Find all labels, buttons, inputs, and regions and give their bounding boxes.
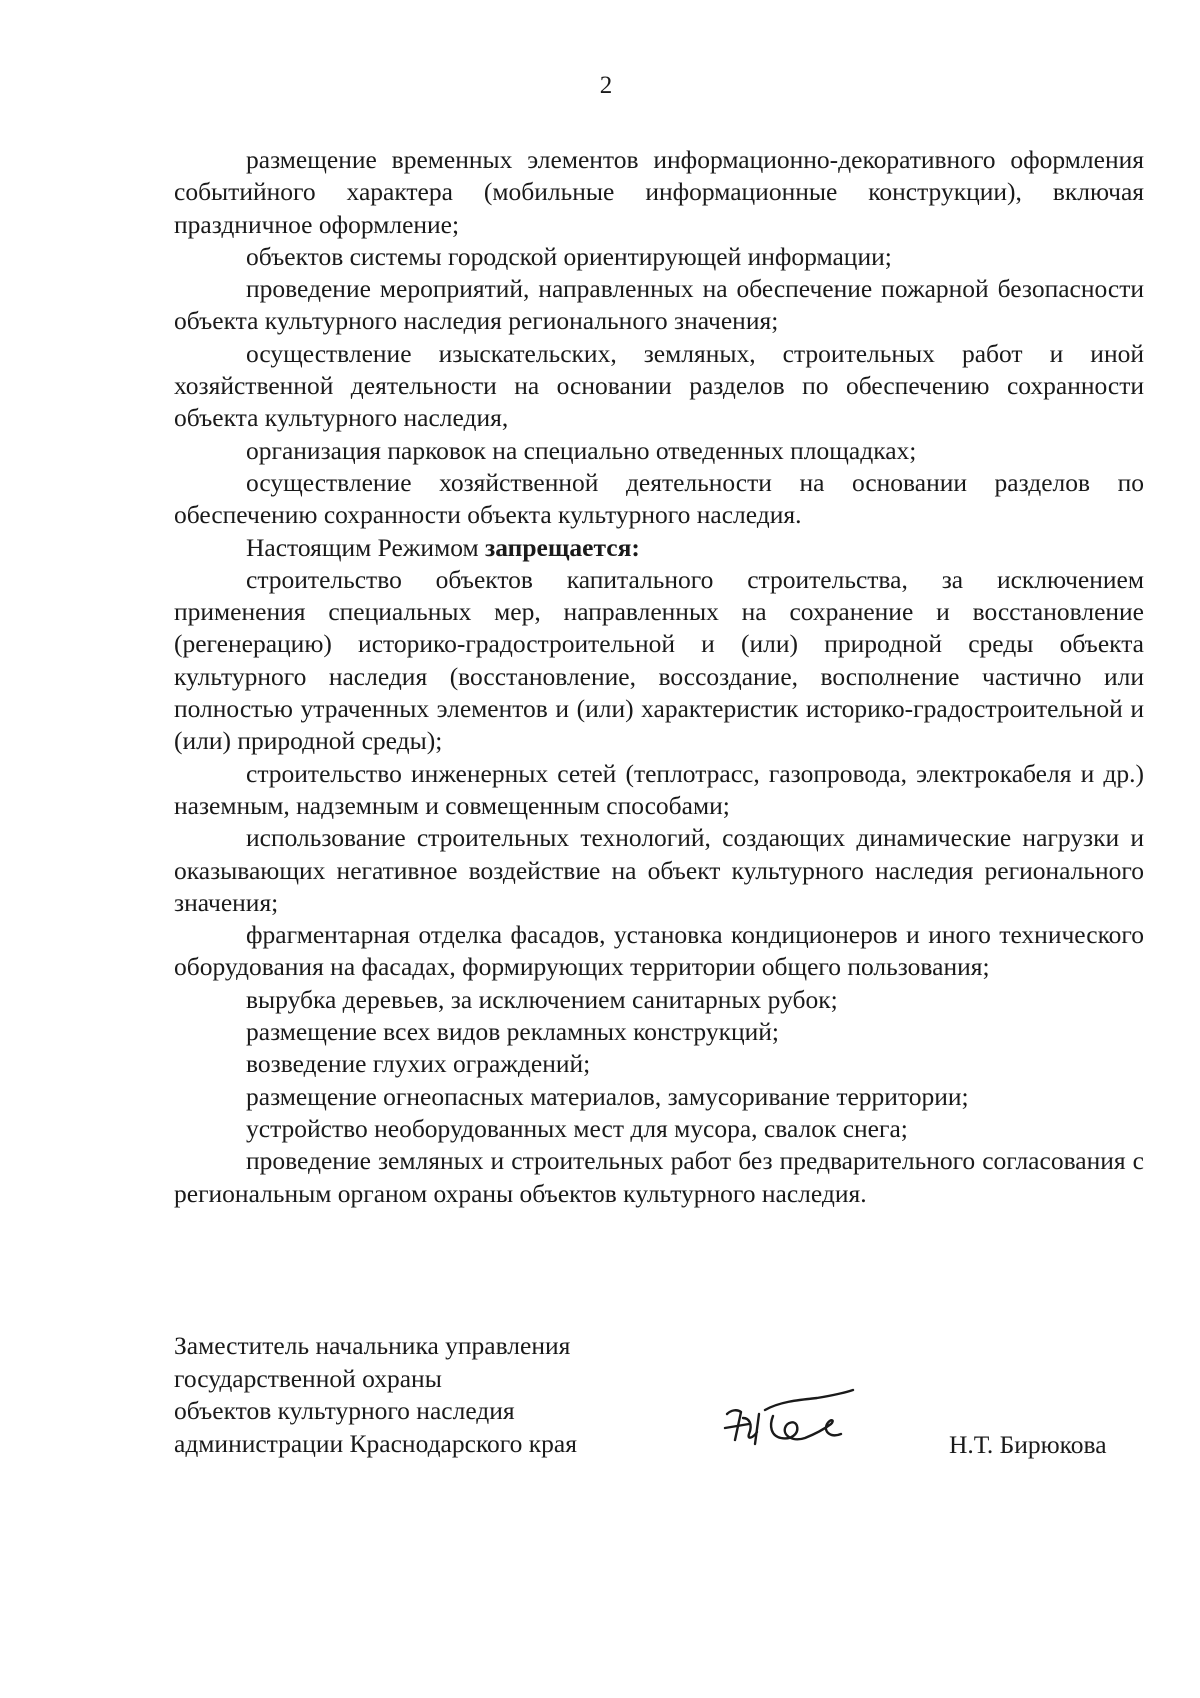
paragraph-text: проведение земляных и строительных работ без предварительного согласования с региональным органом охраны объектов культурного наследия. <box>174 1146 1144 1208</box>
paragraph-text: Настоящим Режимом <box>246 532 485 562</box>
paragraph-text: размещение временных элементов информационно-декоративного оформления событийного характера (мобильные информационные конструкции), включая праздничное оформление; <box>174 145 1144 239</box>
paragraph <box>174 435 1144 467</box>
paragraph <box>174 984 1144 1016</box>
signatory-title-line: Заместитель начальника управления <box>174 1331 571 1360</box>
paragraph <box>174 273 1144 338</box>
paragraph <box>174 1048 1144 1080</box>
handwritten-signature <box>719 1388 869 1468</box>
paragraph-text: осуществление хозяйственной деятельности на основании разделов по обеспечению сохранности объекта культурного наследия. <box>174 467 1144 530</box>
paragraph <box>174 1081 1144 1113</box>
paragraph-text: проведение мероприятий, направленных на обеспечение пожарной безопасности объекта культурного наследия регионального значения; <box>174 274 1144 336</box>
paragraph <box>174 919 1144 984</box>
signatory-title-line: объектов культурного наследия <box>174 1396 515 1425</box>
paragraph-text: строительство инженерных сетей (теплотрасс, газопровода, электрокабеля и др.) наземным, надземным и совмещенным способами; <box>174 758 1144 820</box>
prohibition-heading <box>174 532 1144 564</box>
paragraph <box>174 467 1144 532</box>
paragraph-text: использование строительных технологий, создающих динамические нагрузки и оказывающих негативное воздействие на объект культурного наследия регионального значения; <box>174 823 1144 917</box>
paragraph-text: размещение огнеопасных материалов, замусоривание территории; <box>246 1081 969 1111</box>
paragraph <box>174 241 1144 273</box>
signatory-title-line: администрации Краснодарского края <box>174 1428 577 1458</box>
signature-block <box>174 1330 1154 1490</box>
signatory-title <box>174 1330 694 1460</box>
paragraph-text: строительство объектов капитального строительства, за исключением применения специальных мер, направленных на сохранение и восстановление (регенерацию) историко-градостроительной и (или) природной среды объекта культурного наследия (восстановление, воссоздание, восполнение частично или полностью утраченных элементов и (или) характеристик историко-градостроительной и (или) природной среды); <box>174 564 1144 756</box>
paragraph <box>174 822 1144 919</box>
document-body <box>174 144 1144 1210</box>
paragraph <box>174 1016 1144 1048</box>
paragraph-text: возведение глухих ограждений; <box>246 1049 591 1079</box>
prohibited-keyword: запрещается: <box>485 532 640 562</box>
paragraph <box>174 144 1144 241</box>
paragraph <box>174 564 1144 758</box>
paragraph-text: организация парковок на специально отведенных площадках; <box>246 435 917 465</box>
paragraph <box>174 1113 1144 1145</box>
paragraph <box>174 758 1144 823</box>
paragraph-text: объектов системы городской ориентирующей информации; <box>246 241 892 271</box>
paragraph-text: вырубка деревьев, за исключением санитарных рубок; <box>246 984 838 1014</box>
paragraph-text: фрагментарная отделка фасадов, установка кондиционеров и иного технического оборудования на фасадах, формирующих территории общего пользования; <box>174 920 1144 982</box>
paragraph <box>174 338 1144 435</box>
signatory-name: Н.Т. Бирюкова <box>949 1430 1107 1459</box>
paragraph-text: осуществление изыскательских, земляных, строительных работ и иной хозяйственной деятельности на основании разделов по обеспечению сохранности объекта культурного наследия, <box>174 338 1144 433</box>
paragraph <box>174 1145 1144 1210</box>
paragraph-text: размещение всех видов рекламных конструкций; <box>246 1017 780 1047</box>
signatory-title-line: государственной охраны <box>174 1363 442 1393</box>
page-number: 2 <box>599 72 613 99</box>
paragraph-text: устройство необорудованных мест для мусора, свалок снега; <box>246 1113 908 1143</box>
